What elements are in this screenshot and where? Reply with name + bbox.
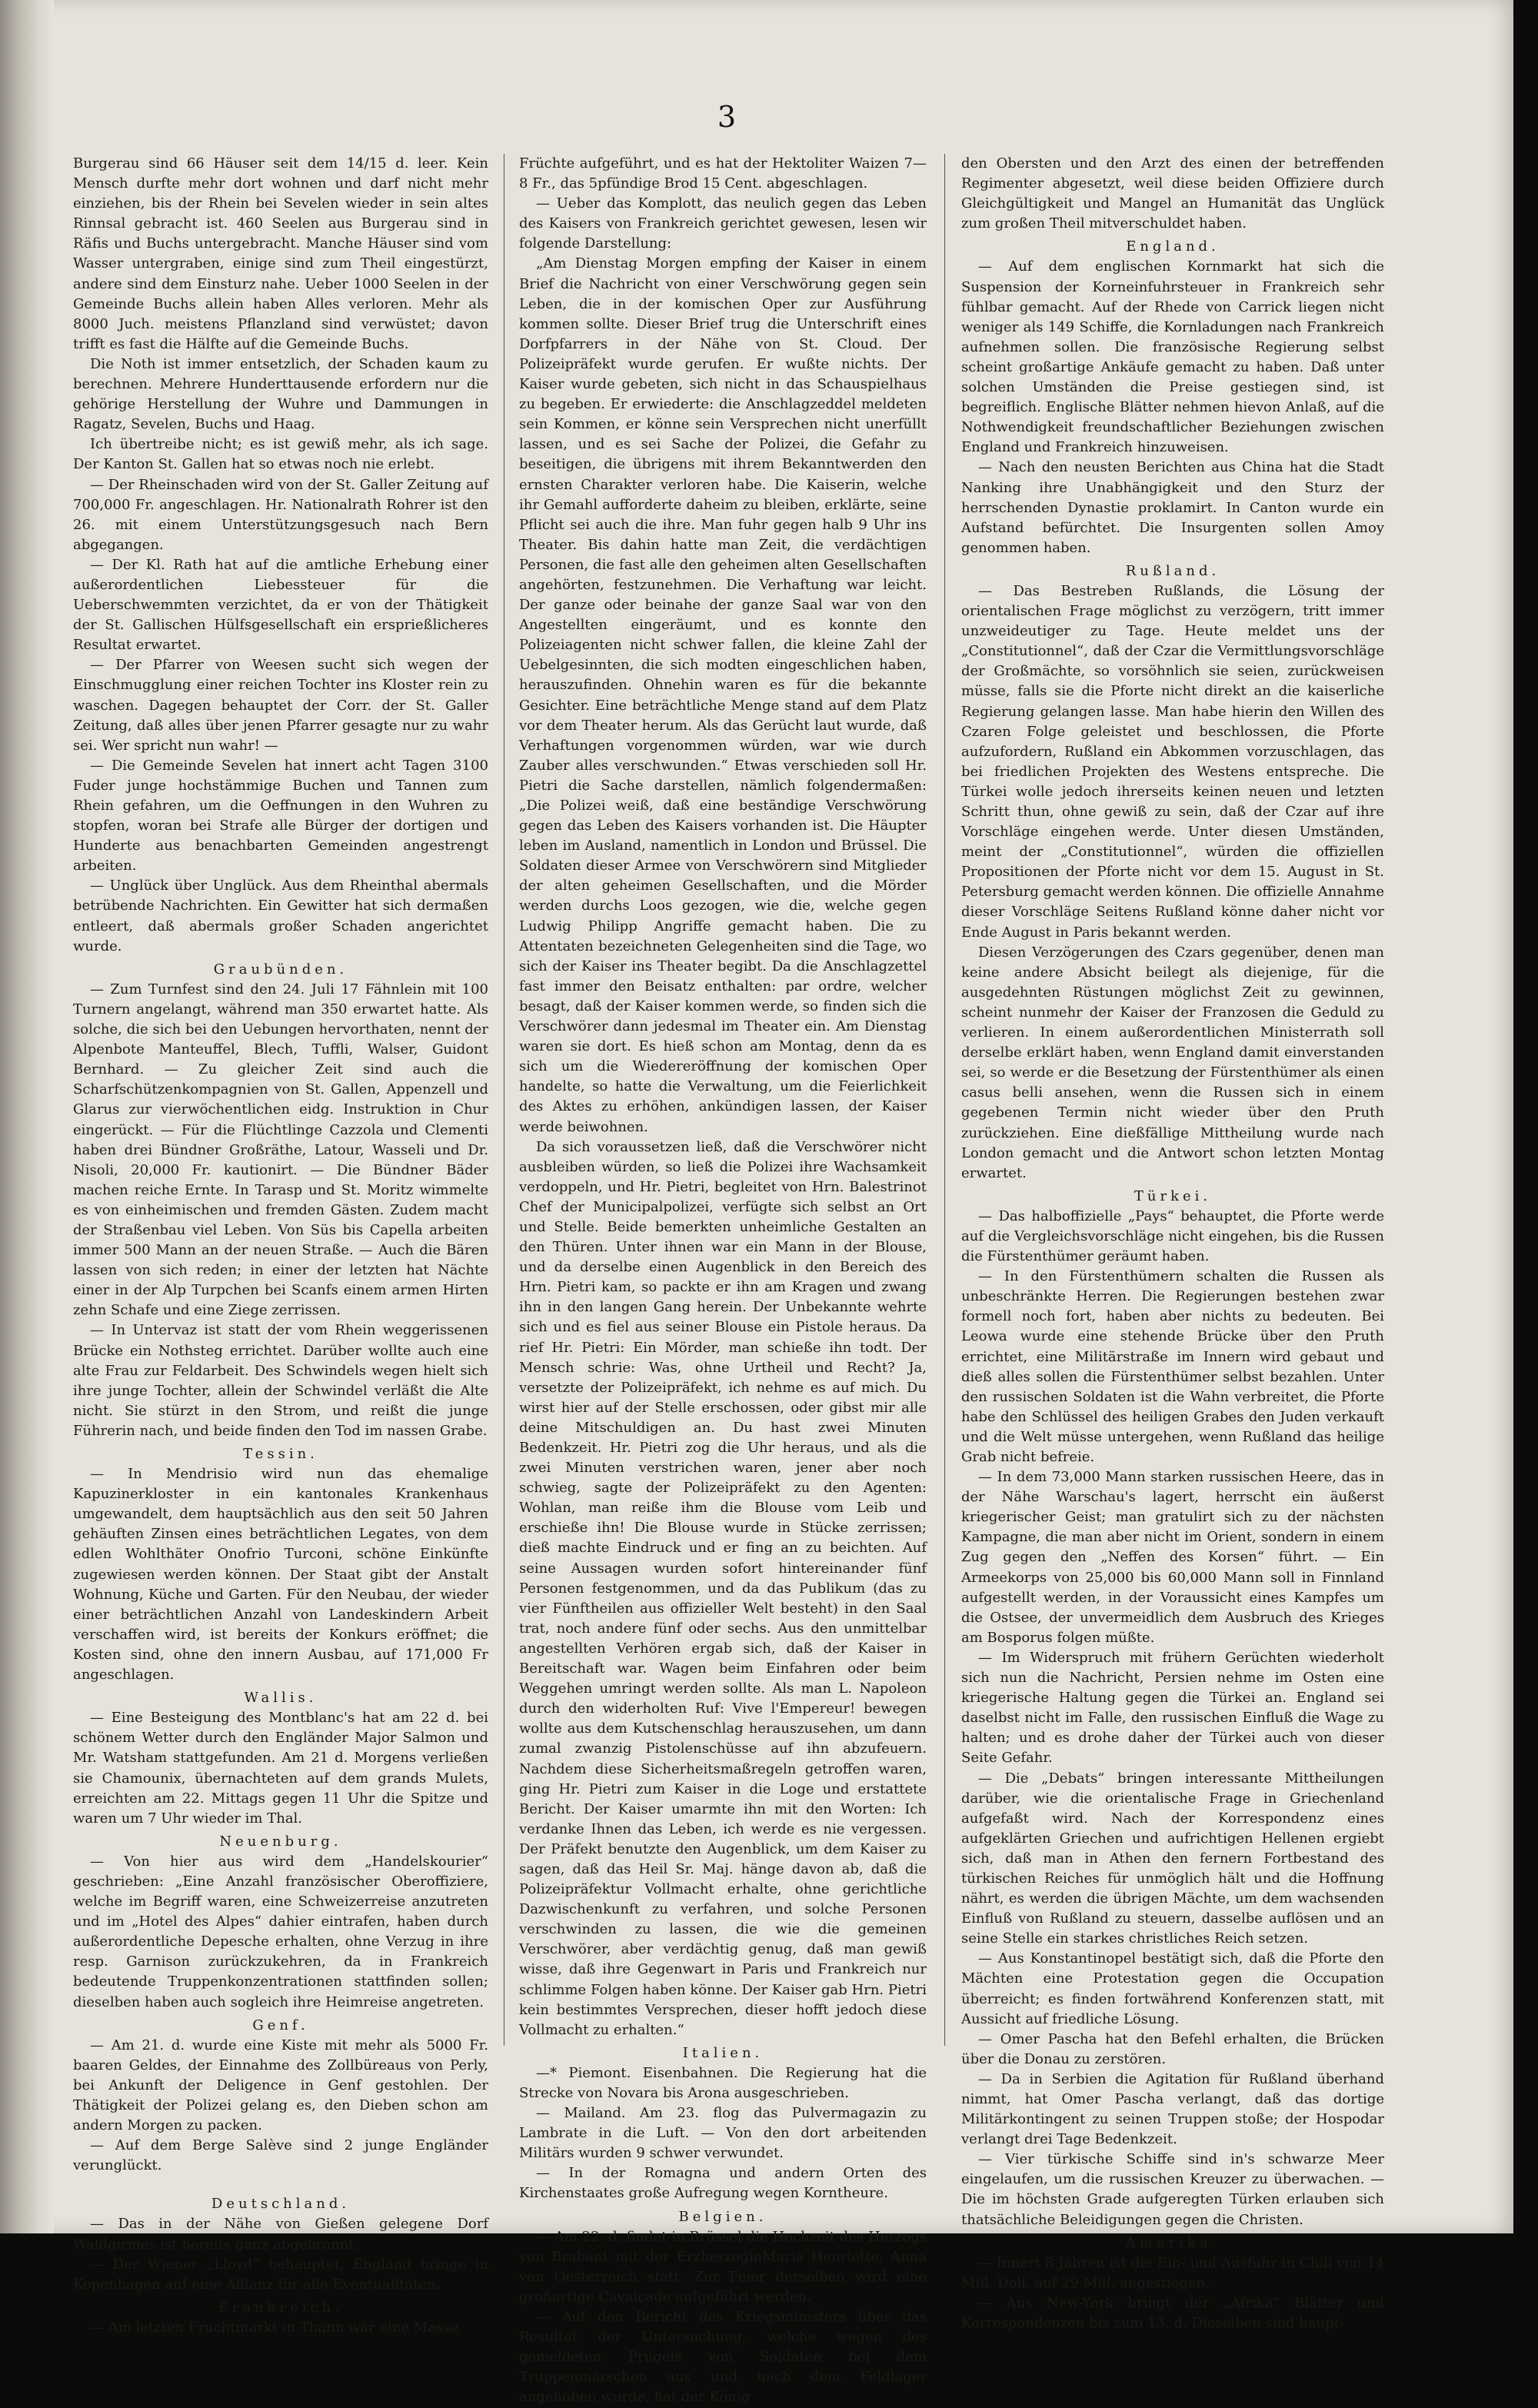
section-heading: Belgien.	[678, 2208, 767, 2225]
article-paragraph: — Zum Turnfest sind den 24. Juli 17 Fähnlein mit 100 Turnern angelangt, während man 350 erwartet hatte. Als solche, die sich bei den Uebungen hervorthaten, nennt der Alpenbote Manteuffel, Blech, Tuffli, Walser, Guidont Bernhard. — Zu gleicher Zeit sind auch die Scharfschützenkompagnien von St. Gallen, Appenzell und Glarus zur vierwöchentlichen eidg. Instruktion in Chur eingerückt. — Für die Flüchtlinge Cazzola und Clementi haben drei Bündner Großräthe, Latour, Wasseli und Dr. Nisoli, 20,000 Fr. kautionirt. — Die Bündner Bäder machen reiche Ernte. In Tarasp und St. Moritz wimmelte es von einheimischen und fremden Gästen. Zudem macht der Straßenbau viel Leben. Von Süs bis Capella arbeiten immer 500 Mann an der neuen Straße. — Auch die Bären lassen von sich reden; in einer der letzten hat Nächte einer in der Alp Turpchen bei Scanfs einem armen Hirten zehn Schafe und eine Ziege zerrissen.	[73, 981, 488, 1319]
article-paragraph: — Vier türkische Schiffe sind in's schwarze Meer eingelaufen, um die russischen Kreuzer zu überwachen. — Die im höchsten Grade aufgeregten Türken erlauben sich thatsächliche Beleidigungen gegen die Christen.	[961, 2151, 1384, 2228]
section-heading: Rußland.	[1125, 562, 1220, 579]
article-paragraph: — Der Kl. Rath hat auf die amtliche Erhebung einer außerordentlichen Liebessteuer für die Ueberschwemmten verzichtet, da er von der Thätigkeit der St. Gallischen Hülfsgesellschaft ein ersprießlicheres Resultat erwartet.	[73, 556, 488, 654]
section-heading: Graubünden.	[213, 961, 348, 978]
page-number: 3	[717, 100, 737, 134]
article-paragraph: — Unglück über Unglück. Aus dem Rheinthal abermals betrübende Nachrichten. Ein Gewitter hat sich dermaßen entleert, daß abermals großer Schaden angerichtet wurde.	[73, 878, 488, 954]
article-paragraph: — Das in der Nähe von Gießen gelegene Dorf Waldgirmes ist bereits ganz abgebrannt.	[73, 2216, 488, 2253]
article-paragraph: — Der Pfarrer von Weesen sucht sich wegen der Einschmugglung einer reichen Tochter ins Kloster rein zu waschen. Dagegen behauptet der Corr. der St. Galler Zeitung, daß alles über jenen Pfarrer gesagte nur zu wahr sei. Wer spricht nun wahr! —	[73, 657, 488, 754]
column-1	[73, 154, 488, 2336]
section-heading: Genf.	[252, 2017, 309, 2033]
article-paragraph: — Die Gemeinde Sevelen hat innert acht Tagen 3100 Fuder junge hochstämmige Buchen und Tannen zum Rhein gefahren, um die Oeffnungen in den Wuhren zu stopfen, woran bei Strafe alle Bürger der dortigen und Hunderte aus benachbarten Gemeinden angestrengt arbeiten.	[73, 757, 488, 874]
section-heading: England.	[1126, 238, 1220, 255]
section-heading: Wallis.	[244, 1690, 318, 1707]
column-rule-2	[944, 154, 945, 2046]
section-heading: Tessin.	[243, 1446, 318, 1462]
article-paragraph: — Der Wiener „Lloyd“ behauptet, England bringe in Kopenhagen auf eine Allianz für alle Eventualitäten.	[73, 2256, 488, 2293]
article-paragraph: Ich übertreibe nicht; es ist gewiß mehr, als ich sage. Der Kanton St. Gallen hat so etwas noch nie erlebt.	[73, 436, 488, 473]
section-heading: Amerika.	[1125, 2234, 1220, 2251]
article-paragraph: Früchte aufgeführt, und es hat der Hektoliter Waizen 7—8 Fr., das 5pfündige Brod 15 Cent. abgeschlagen.	[519, 155, 927, 192]
article-paragraph: — Auf dem englischen Kornmarkt hat sich die Suspension der Korneinfuhrsteuer in Frankreich sehr fühlbar gemacht. Auf der Rhede von Carrick liegen nicht weniger als 149 Schiffe, die Kornladungen nach Frankreich aufnehmen sollen. Die französische Regierung selbst scheint großartige Ankäufe gemacht zu haben. Daß unter solchen Umständen die Preise gestiegen sind, ist begreiflich. Englische Blätter nehmen hievon Anlaß, auf die Nothwendigkeit freundschaftlicher Beziehungen zwischen England und Frankreich hinzuweisen.	[961, 258, 1384, 456]
article-paragraph: Die Noth ist immer entsetzlich, der Schaden kaum zu berechnen. Mehrere Hunderttausende erfordern nur die gehörige Herstellung der Wuhre und Dammungen in Ragatz, Sevelen, Buchs und Haag.	[73, 355, 488, 433]
article-paragraph: den Obersten und den Arzt des einen der betreffenden Regimenter abgesetzt, weil diese beiden Offiziere durch Gleichgültigkeit und Mangel an Humanität das Unglück zum großen Theil mitverschuldet haben.	[961, 155, 1384, 232]
column-3	[961, 154, 1384, 2332]
section-heading: Deutschland.	[211, 2196, 351, 2213]
article-paragraph: — Im Widerspruch mit frühern Gerüchten wiederholt sich nun die Nachricht, Persien nehme im Osten eine kriegerische Haltung gegen die Türkei an. England sei daselbst nicht im Falle, den russischen Einfluß die Wage zu halten; und es drohe daher der Türkei auch von dieser Seite Gefahr.	[961, 1649, 1384, 1767]
column-2	[519, 154, 927, 2406]
article-paragraph: — Aus Konstantinopel bestätigt sich, daß die Pforte den Mächten eine Protestation gegen die Occupation überreicht; es finden fortwährend Konferenzen statt, mit Aussicht auf friedliche Lösung.	[961, 1950, 1384, 2027]
article-paragraph: — Innert 8 Jahren ist die Ein- und Ausfuhr in Chili von 14 Mill. Doll. auf 29 Mill. angestiegen.	[961, 2254, 1384, 2291]
article-paragraph: — Am 21. d. wurde eine Kiste mit mehr als 5000 Fr. baaren Geldes, der Einnahme des Zollbüreaus von Perly, bei Ankunft der Deligence in Genf gestohlen. Der Thätigkeit der Polizei gelang es, den Dieben schon am andern Morgen zu packen.	[73, 2037, 488, 2134]
article-paragraph: — Eine Besteigung des Montblanc's hat am 22 d. bei schönem Wetter durch den Engländer Major Salmon und Mr. Watsham stattgefunden. Am 21 d. Morgens verließen sie Chamounix, übernachteten auf dem grands Mulets, erreichten am 22. Mittags gegen 11 Uhr die Spitze und waren um 7 Uhr wieder im Thal.	[73, 1710, 488, 1827]
article-paragraph: — Ueber das Komplott, das neulich gegen das Leben des Kaisers von Frankreich gerichtet gewesen, lesen wir folgende Darstellung:	[519, 195, 927, 252]
section-heading: Türkei.	[1134, 1187, 1212, 1204]
article-paragraph: — In dem 73,000 Mann starken russischen Heere, das in der Nähe Warschau's lagert, herrscht ein äußerst kriegerischer Geist; man gratulirt sich zu der nächsten Kampagne, die man aber nicht im Orient, sondern in einem Zug gegen den „Neffen des Korsen“ führt. — Ein Armeekorps von 25,000 bis 60,000 Mann soll in Finnland aufgestellt werden, in der Voraussicht eines Kampfes um die Ostsee, der unvermeidlich dem Ausbruch des Krieges am Bosporus folgen müßte.	[961, 1469, 1384, 1646]
article-paragraph: — Am 22. d. findet in Brüssel die Hochzeit des Herzogs von Brabant mit der ErzherzoginMaria Henriette, Anna von Oesterreich statt. Zur Feier derselben wird eine großartige Cavalcade aufgeführt werden.	[519, 2228, 927, 2305]
article-paragraph: —* Piemont. Eisenbahnen. Die Regierung hat die Strecke von Novara bis Arona ausgeschrieben.	[519, 2064, 927, 2101]
article-paragraph: — In Untervaz ist statt der vom Rhein weggerissenen Brücke ein Nothsteg errichtet. Darüber wollte auch eine alte Frau zur Feldarbeit. Des Schwindels wegen hielt sich ihre junge Tochter, allein der Schwindel verläßt die Alte nicht. Sie stürzt in den Strom, und reißt die junge Führerin nach, und beide finden den Tod im nassen Grabe.	[73, 1322, 488, 1439]
article-paragraph: Da sich voraussetzen ließ, daß die Verschwörer nicht ausbleiben würden, so ließ die Polizei ihre Wachsamkeit verdoppeln, und Hr. Pietri, begleitet von Hrn. Balestrinot Chef der Municipalpolizei, verfügte sich selbst an Ort und Stelle. Beide bemerkten unheimliche Gestalten an den Thüren. Unter ihnen war ein Mann in der Blouse, und da derselbe einen Augenblick in den Bereich des Hrn. Pietri kam, so packte er ihn am Kragen und zwang ihn in den langen Gang herein. Der Unbekannte wehrte sich und es fiel aus seiner Blouse ein Pistole heraus. Da rief Hr. Pietri: Ein Mörder, man schieße ihn todt. Der Mensch schrie: Was, ohne Urtheil und Recht? Ja, versetzte der Polizeipräfekt, ich nehme es auf mich. Du wirst hier auf der Stelle erschossen, oder gibst mir alle deine Mitschuldigen an. Du hast zwei Minuten Bedenkzeit. Hr. Pietri zog die Uhr heraus, und als die zwei Minuten verstrichen waren, jener aber noch schwieg, sagte der Polizeipräfekt zu den Agenten: Wohlan, man reiße ihm die Blouse vom Leib und erschieße ihn! Die Blouse wurde in Stücke zerrissen; dieß machte Eindruck und er fing an zu beichten. Auf seine Aussagen wurden sofort hintereinander fünf Personen festgenommen, und da das Publikum (das zu vier Fünftheilen aus offizieller Welt besteht) in den Saal trat, noch andere fünf oder sechs. Aus den unmittelbar angestellten Verhören ergab sich, daß der Kaiser in Bereitschaft war. Wagen beim Einfahren oder beim Weggehen umringt werden sollte. Als man L. Napoleon durch den widerholten Ruf: Vive l'Empereur! bewegen wollte aus dem Kutschenschlag herauszusehen, um dann zumal zwanzig Pistolenschüsse auf ihn abzufeuern. Nachdem diese Sicherheitsmaßregeln getroffen waren, ging Hr. Pietri zum Kaiser in die Loge und erstattete Bericht. Der Kaiser umarmte ihn mit den Worten: Ich verdanke Ihnen das Leben, ich werde es nie vergessen. Der Präfekt benutzte den Augenblick, um dem Kaiser zu sagen, daß das Heil Sr. Maj. hänge davon ab, daß die Polizeipräfektur Vollmacht erhalte, ohne gerichtliche Dazwischenkunft zu verfahren, und solche Personen verschwinden zu lassen, die wie die gemeinen Verschwörer, aber verdächtig genug, daß man gewiß wisse, daß ihre Gegenwart in Paris und Frankreich nur schlimme Folgen haben könne. Der Kaiser gab Hrn. Pietri kein bestimmtes Versprechen, dieser hofft jedoch diese Vollmacht zu erhalten.“	[519, 1138, 927, 2038]
section-heading: Italien.	[682, 2044, 764, 2061]
article-paragraph: — Aus New-York bringt der „Afrika“ Blätter und Korrespondenzen bis zum 13. d. Dieselben sind haupt-	[961, 2294, 1384, 2332]
article-paragraph: Diesen Verzögerungen des Czars gegenüber, denen man keine andere Absicht beilegt als diejenige, für die ausgedehnten Rüstungen möglichst Zeit zu gewinnen, scheint nunmehr der Kaiser der Franzosen die Geduld zu verlieren. In einem außerordentlichen Ministerrath soll derselbe erklärt haben, wenn England damit einverstanden sei, so werde er die Besetzung der Fürstenthümer als einen casus belli ansehen, wenn die Russen sich in einem gegebenen Termin nicht wieder über den Pruth zurückziehen. Eine dießfällige Mittheilung wurde nach London gemacht und die Antwort schon letzten Montag erwartet.	[961, 944, 1384, 1181]
article-paragraph: — In der Romagna und andern Orten des Kirchenstaates große Aufregung wegen Korntheure.	[519, 2165, 927, 2202]
article-paragraph: — In Mendrisio wird nun das ehemalige Kapuzinerkloster in ein kantonales Krankenhaus umgewandelt, dem hauptsächlich aus den seit 50 Jahren gehäuften Zinsen eines beträchtlichen Legates, von dem edlen Wohlthäter Onofrio Turconi, schöne Einkünfte zugewiesen werden können. Der Staat gibt der Anstalt Wohnung, Küche und Garten. Für den Neubau, der wieder einer beträchtlichen Anzahl von Landeskindern Arbeit verschaffen wird, ist bereits der Konkurs eröffnet; die Kosten sind, ohne den innern Ausbau, auf 171,000 Fr angeschlagen.	[73, 1466, 488, 1684]
article-paragraph: — Die „Debats“ bringen interessante Mittheilungen darüber, wie die orientalische Frage in Griechenland aufgefaßt wird. Nach der Korrespondenz eines aufgeklärten Griechen und aufrichtigen Hellenen ergiebt sich, daß man in Athen den fernern Fortbestand des türkischen Reiches für unmöglich hält und die Hoffnung nährt, es werden die übrigen Mächte, um dem wachsenden Einfluß von Rußland zu steuern, dasselbe auflösen und an seine Stelle ein starkes christliches Reich setzen.	[961, 1770, 1384, 1947]
article-paragraph: „Am Dienstag Morgen empfing der Kaiser in einem Brief die Nachricht von einer Verschwörung gegen sein Leben, die in der komischen Oper zur Ausführung kommen sollte. Dieser Brief trug die Unterschrift eines Dorfpfarrers in der Nähe von St. Cloud. Der Polizeipräfekt wurde gerufen. Er wußte nichts. Der Kaiser wurde gebeten, sich nicht in das Schauspielhaus zu begeben. Er erwiederte: die Anschlagzeddel meldeten sein Kommen, er könne sein Versprechen nicht unerfüllt lassen, und es sei Sache der Polizei, die Gefahr zu beseitigen, die übrigens mit ihrem Bekanntwerden den ernsten Charakter verloren habe. Die Kaiserin, welche ihr Gemahl aufforderte daheim zu bleiben, erklärte, seine Pflicht sei auch die ihre. Man fuhr gegen halb 9 Uhr ins Theater. Bis dahin hatte man Zeit, die verdächtigen Personen, die fast alle den geheimen alten Gesellschaften angehörten, festzunehmen. Die Verhaftung war leicht. Der ganze oder beinahe der ganze Saal war von den Angestellten eingeräumt, und es konnte den Polizeiagenten nicht schwer fallen, die kleine Zahl der Uebelgesinnten, die sich modten eingeschlichen haben, herauszufinden. Ohnehin waren es für die bekannte Gesichter. Eine beträchtliche Menge stand auf dem Platz vor dem Theater herum. Als das Gerücht laut wurde, daß Verhaftungen vorgenommen würden, war wie durch Zauber alles verschwunden.“ Etwas verschieden soll Hr. Pietri die Sache darstellen, nämlich folgendermaßen: „Die Polizei weiß, daß eine beständige Verschwörung gegen das Leben des Kaisers vorhanden ist. Die Häupter leben im Ausland, namentlich in London und Brüssel. Die Soldaten dieser Armee von Verschwörern sind Mitglieder der alten geheimen Gesellschaften, und die Mörder werden durchs Loos gezogen, wie die, welche gegen Ludwig Philipp Angriffe gemacht haben. Die zu Attentaten bezeichneten Gelegenheiten sind die Tage, wo sich der Kaiser ins Theater begibt. Da die Anschlagzettel fast immer den Beisatz enthalten: par ordre, welcher besagt, daß der Kaiser kommen werde, so finden sich die Verschwörer dann jedesmal im Theater ein. Am Dienstag waren sie dort. Es hieß schon am Montag, denn da es sich um die Wiedereröffnung der komischen Oper handelte, so hatte die Verwaltung, um die Feierlichkeit des Aktes zu erhöhen, ankündigen lassen, der Kaiser werde beiwohnen.	[519, 255, 927, 1135]
article-paragraph: — Omer Pascha hat den Befehl erhalten, die Brücken über die Donau zu zerstören.	[961, 2030, 1384, 2067]
article-paragraph: — Am letzten Fruchtmarkt in Thann war eine Masse	[90, 2319, 459, 2336]
article-paragraph: — Das halboffizielle „Pays“ behauptet, die Pforte werde auf die Vergleichsvorschläge nicht eingehen, bis die Russen die Fürstenthümer geräumt haben.	[961, 1207, 1384, 1265]
page-binding-shadow	[0, 0, 54, 2233]
article-paragraph: — Auf den Bericht des Kriegsministers über das Resultat der Untersuchung, welche wegen des gemeldeten Prügels von Soldaten bei dem Truppenmärschen aus und nach dem Feldlager angehoben wurde, hat der König	[519, 2309, 927, 2406]
article-paragraph: — Da in Serbien die Agitation für Rußland überhand nimmt, hat Omer Pascha verlangt, daß das dortige Militärkontingent zu seinen Truppen stoße; der Hospodar verlangt drei Tage Bedenkzeit.	[961, 2070, 1384, 2148]
article-paragraph: — Von hier aus wird dem „Handelskourier“ geschrieben: „Eine Anzahl französischer Oberoffiziere, welche im Begriff waren, eine Schweizerreise anzutreten und im „Hotel des Alpes“ dahier eintrafen, haben durch außerordentliche Depesche erhalten, ohne Verzug in ihre resp. Garnison zurückzukehren, da in Frankreich bedeutende Truppenkonzentrationen stattfinden sollen; dieselben haben auch sogleich ihre Heimreise angetreten.	[73, 1853, 488, 2010]
article-paragraph: Burgerau sind 66 Häuser seit dem 14/15 d. leer. Kein Mensch durfte mehr dort wohnen und darf nicht mehr einziehen, bis der Rhein bei Sevelen wieder in sein altes Rinnsal gebracht ist. 460 Seelen aus Burgerau sind in Räfis und Buchs untergebracht. Manche Häuser sind vom Wasser untergraben, einige sind zum Theil eingestürzt, andere sind dem Einsturz nahe. Ueber 1000 Seelen in der Gemeinde Buchs allein haben Alles verloren. Mehr als 8000 Juch. meistens Pflanzland sind verwüstet; davon trifft es fast die Hälfte auf die Gemeinde Buchs.	[73, 155, 488, 352]
article-paragraph: — Das Bestreben Rußlands, die Lösung der orientalischen Frage möglichst zu verzögern, tritt immer unzweideutiger zu Tage. Heute meldet uns der „Constitutionnel“, daß der Czar die Vermittlungsvorschläge der Großmächte, so vorsöhnlich sie seien, zurückweisen müsse, falls sie die Pforte nicht direkt an die kaiserliche Regierung gelangen lasse. Man habe hierin den Willen des Czaren Folge geleistet und beschlossen, die Pforte aufzufordern, Rußland ein Abkommen vorzuschlagen, das bei friedlichen Projekten des Westens entspreche. Die Türkei wolle jedoch ihrerseits keinen neuen und letzten Schritt thun, ohne gewiß zu sein, daß der Czar auf ihre Vorschläge eingehen werde. Unter diesen Umständen, meint der „Constitutionnel“, würden die offiziellen Propositionen der Pforte nicht vor dem 15. August in St. Petersburg gemacht werden können. Die offizielle Annahme dieser Vorschläge Seitens Rußland könne daher nicht vor Ende August in Paris bekannt werden.	[961, 582, 1384, 941]
section-heading: Frankreich.	[218, 2299, 343, 2316]
article-paragraph: — In den Fürstenthümern schalten die Russen als unbeschränkte Herren. Die Regierungen bestehen zwar formell noch fort, haben aber nichts zu bedeuten. Bei Leowa wurde eine stehende Brücke über den Pruth errichtet, eine Militärstraße im Innern wird gebaut und dieß alles sollen die Fürstenthümer selbst bezahlen. Unter den russischen Soldaten ist die Wahn verbreitet, die Pforte habe den Schlüssel des heiligen Grabes den Juden verkauft und die Welt müsse untergehen, wenn Rußland das heilige Grab nicht befreie.	[961, 1268, 1384, 1465]
article-paragraph: — Auf dem Berge Salève sind 2 junge Engländer verunglückt.	[73, 2137, 488, 2174]
article-paragraph: — Nach den neusten Berichten aus China hat die Stadt Nanking ihre Unabhängigkeit und den Sturz der herrschenden Dynastie proklamirt. In Canton wurde ein Aufstand befürchtet. Die Insurgenten sollen Amoy genommen haben.	[961, 459, 1384, 556]
article-paragraph: — Mailand. Am 23. flog das Pulvermagazin zu Lambrate in die Luft. — Von den dort arbeitenden Militärs wurden 9 schwer verwundet.	[519, 2105, 927, 2162]
article-paragraph: — Der Rheinschaden wird von der St. Galler Zeitung auf 700,000 Fr. angeschlagen. Hr. Nationalrath Rohrer ist den 26. mit einem Unterstützungsgesuch nach Bern abgegangen.	[73, 476, 488, 553]
section-heading: Neuenburg.	[219, 1833, 342, 1850]
